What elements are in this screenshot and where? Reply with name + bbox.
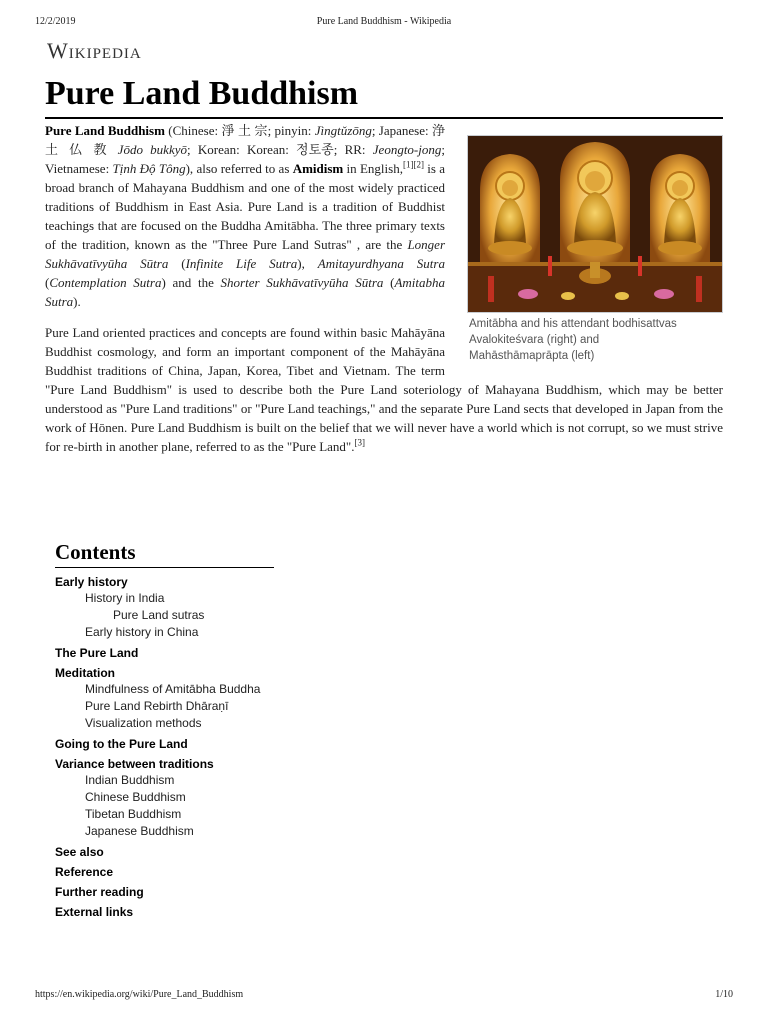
- citation-link[interactable]: [3]: [354, 437, 365, 448]
- toc-list: [55, 574, 285, 920]
- caption-line: Avalokiteśvara (right) and: [469, 334, 600, 346]
- buddha-statues-picture: [468, 136, 722, 312]
- table-of-contents: [55, 540, 285, 920]
- citation-link[interactable]: [1][2]: [402, 159, 424, 170]
- vietnamese-term: Tịnh Độ Tông: [112, 161, 186, 176]
- lead-text: ; Vietnamese:: [45, 142, 445, 176]
- toc-item[interactable]: Mindfulness of Amitābha Buddha: [85, 682, 261, 696]
- page-number: 1/10: [715, 989, 733, 1000]
- lead-figure: [467, 135, 723, 364]
- toc-item[interactable]: Reference: [55, 865, 114, 879]
- lead-text: (: [45, 275, 50, 290]
- toc-item[interactable]: Meditation: [55, 666, 115, 680]
- sutra-title: Longer Sukhāvatīvyūha Sūtra: [45, 237, 445, 271]
- pinyin-term: Jìngtǔzōng: [314, 123, 372, 138]
- print-footer: [35, 989, 733, 1003]
- toc-item[interactable]: Early history in China: [85, 625, 199, 639]
- toc-item[interactable]: Early history: [55, 575, 128, 589]
- toc-item[interactable]: Variance between traditions: [55, 757, 214, 771]
- lead-text: ) and the: [161, 275, 221, 290]
- toc-item[interactable]: History in India: [85, 591, 165, 605]
- wikipedia-wordmark[interactable]: Wikipedia: [47, 38, 142, 63]
- sutra-title: Contemplation Sutra: [49, 275, 162, 290]
- lead-text: ),: [297, 256, 318, 271]
- toc-item[interactable]: Tibetan Buddhism: [85, 807, 182, 821]
- sutra-title: Amitabha Sutra: [45, 275, 445, 309]
- amitabha-image[interactable]: [467, 135, 723, 313]
- caption-line: Amitābha and his attendant bodhisattvas: [469, 318, 677, 330]
- toc-item[interactable]: External links: [55, 905, 134, 919]
- toc-item[interactable]: The Pure Land: [55, 646, 139, 660]
- toc-item[interactable]: Pure Land Rebirth Dhāraṇī: [85, 699, 229, 713]
- lead-text: (Chinese: 淨 土 宗; pinyin:: [164, 123, 315, 138]
- toc-item[interactable]: Further reading: [55, 885, 144, 899]
- japanese-term: Jōdo bukkyō: [117, 142, 187, 157]
- toc-item[interactable]: See also: [55, 845, 104, 859]
- lead-text: (: [168, 256, 186, 271]
- sutra-title: Amitayurdhyana Sutra: [317, 256, 445, 271]
- toc-item[interactable]: Visualization methods: [85, 716, 202, 730]
- sutra-title: Infinite Life Sutra: [185, 256, 298, 271]
- sutra-title: Shorter Sukhāvatīvyūha Sūtra: [220, 275, 384, 290]
- lead-text: (: [383, 275, 395, 290]
- toc-item[interactable]: Going to the Pure Land: [55, 737, 188, 751]
- page-title: Pure Land Buddhism: [45, 74, 723, 119]
- toc-item[interactable]: Indian Buddhism: [85, 773, 175, 787]
- lead-text: ; Korean: Korean: 정토종; RR:: [187, 142, 373, 157]
- caption-line: Mahāsthāmaprāpta (left): [469, 350, 595, 362]
- article-body: [45, 121, 723, 468]
- print-url: https://en.wikipedia.org/wiki/Pure_Land_Buddhism: [35, 989, 244, 1000]
- toc-title: Contents: [55, 540, 274, 568]
- paragraph-text: Pure Land oriented practices and concepts are found within basic Mahāyāna Buddhist cosmology, and form an important component of the Mahāyāna Buddhist traditions of China, Japan, Korea, Tibet and Vietnam. The term "Pure Land Buddhism" is used to describe both the Pure Land soteriology of Mahayana Buddhism, which may be better understood as "Pure Land traditions" or "Pure Land teachings," and the separate Pure Land sects that developed in Japan from the work of Hōnen. Pure Land Buddhism is built on the belief that we will never have a world which is not corrupt, so we must strive for re-birth in another plane, referred to as the "Pure Land".: [45, 325, 723, 454]
- print-page-title: Pure Land Buddhism - Wikipedia: [316, 16, 452, 27]
- lead-term: Pure Land Buddhism: [45, 123, 165, 138]
- figure-caption: [467, 316, 723, 364]
- print-date: 12/2/2019: [35, 16, 76, 27]
- amidism-term: Amidism: [292, 161, 344, 176]
- lead-text: ), also referred to as: [185, 161, 293, 176]
- lead-text: ).: [73, 294, 81, 309]
- toc-item[interactable]: Pure Land sutras: [113, 608, 205, 622]
- lead-text: is a broad branch of Mahayana Buddhism and one of the most widely practiced traditions of Buddhism in East Asia. Pure Land is a tradition of Buddhist teachings that are focused on the Buddha Amitābha. The three primary texts of the tradition, known as the "Three Pure Land Sutras" , are the: [45, 161, 445, 252]
- toc-item[interactable]: Chinese Buddhism: [85, 790, 186, 804]
- print-header: [35, 16, 733, 30]
- lead-text: in English,: [343, 161, 403, 176]
- rr-term: Jeongto-jong: [372, 142, 442, 157]
- lead-text: ; Japanese: 浄 土 仏 教: [45, 123, 445, 157]
- toc-item[interactable]: Japanese Buddhism: [85, 824, 194, 838]
